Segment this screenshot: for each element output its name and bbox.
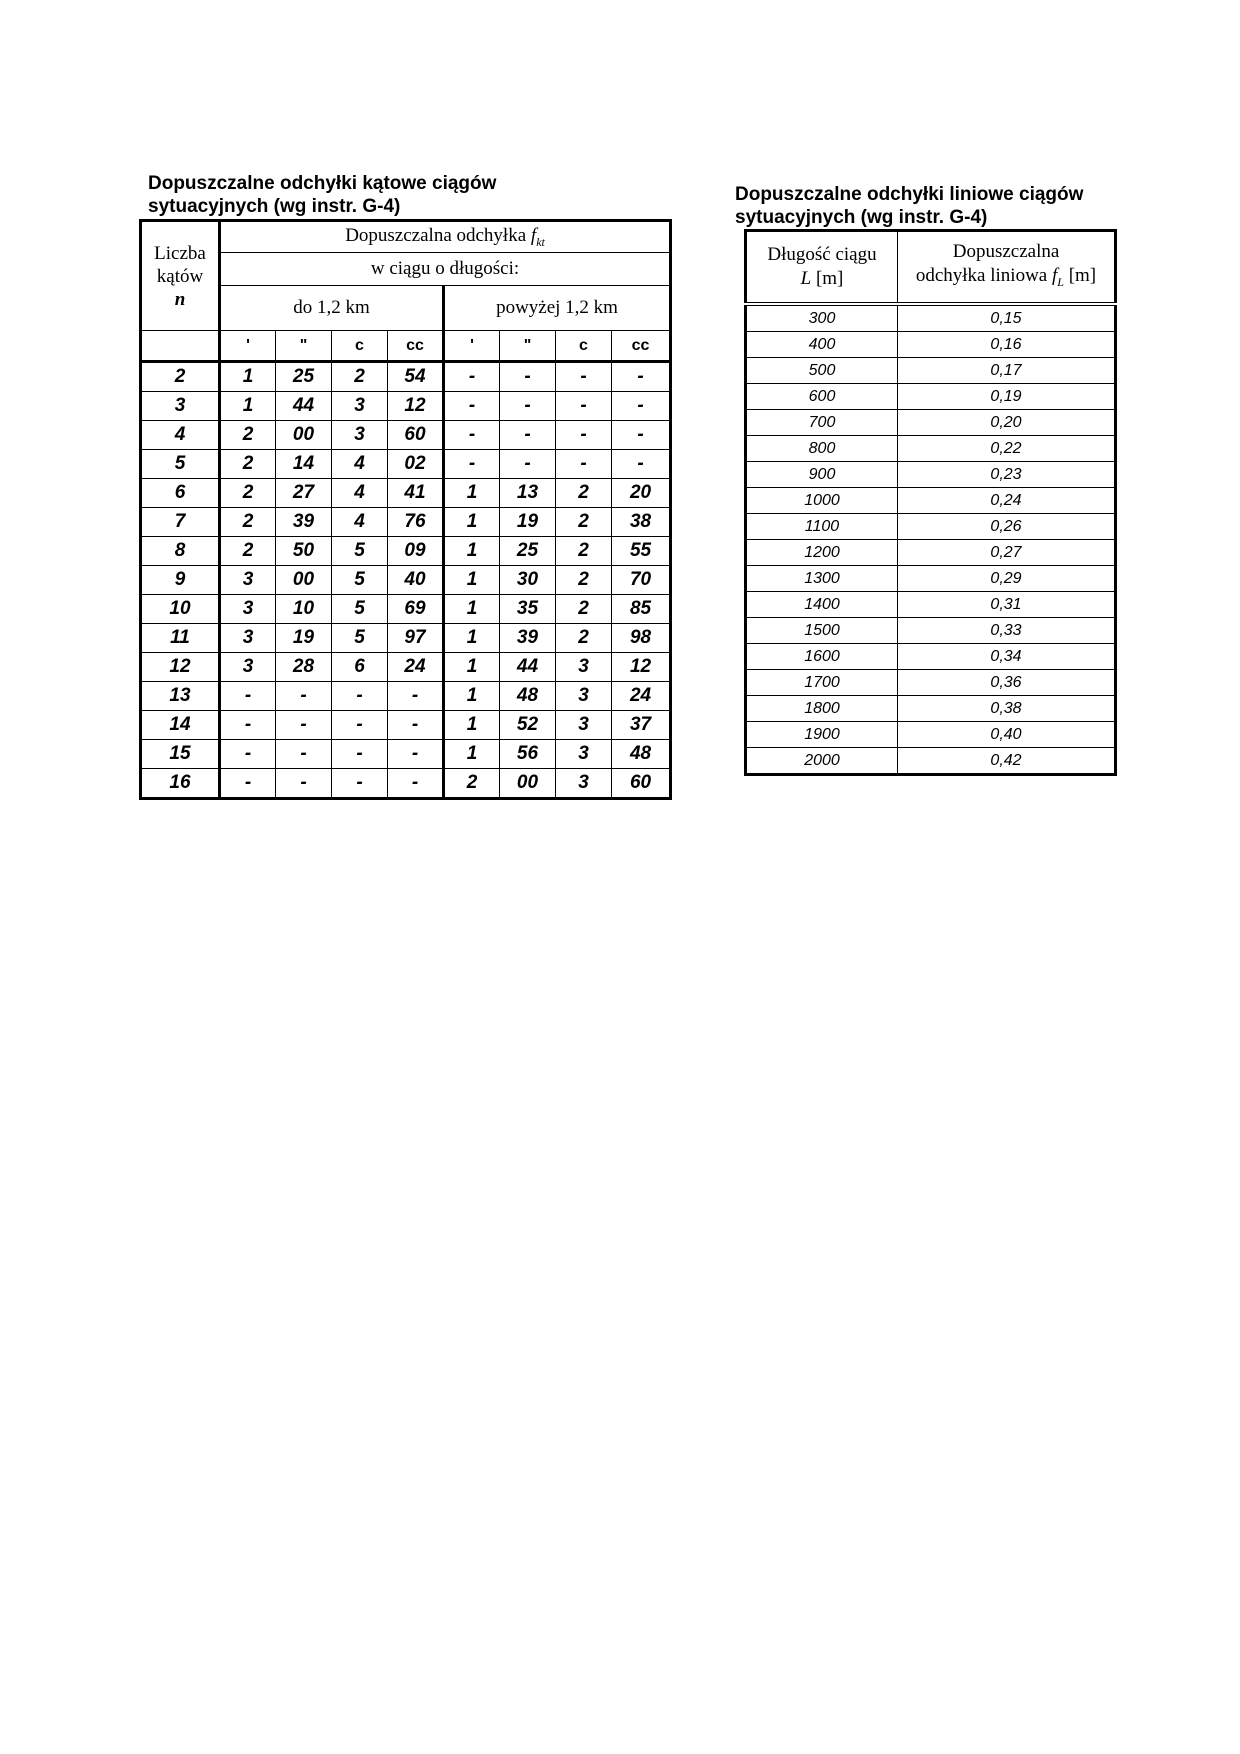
deviation-cell: 2 [220, 508, 276, 537]
deviation-cell: 56 [500, 740, 556, 769]
deviation-cell: 3 [556, 682, 612, 711]
table-row [746, 436, 1116, 462]
deviation-cell: 1 [220, 362, 276, 392]
angle-count-cell: 15 [141, 740, 220, 769]
length-cell: 1300 [746, 566, 898, 592]
table-row [141, 479, 671, 508]
deviation-cell: 30 [500, 566, 556, 595]
deviation-cell: 1 [444, 653, 500, 682]
linear-deviation-cell: 0,23 [898, 462, 1116, 488]
deviation-cell: - [388, 769, 444, 799]
deviation-cell: 39 [500, 624, 556, 653]
deviation-cell: 3 [220, 595, 276, 624]
deviation-cell: 28 [276, 653, 332, 682]
deviation-cell: 3 [556, 769, 612, 799]
linear-deviation-cell: 0,19 [898, 384, 1116, 410]
linear-deviation-cell: 0,15 [898, 304, 1116, 332]
table-row [141, 450, 671, 479]
deviation-cell: 25 [276, 362, 332, 392]
deviation-cell: 2 [220, 450, 276, 479]
deviation-cell: 5 [332, 624, 388, 653]
angular-table-title: Dopuszczalne odchyłki kątowe ciągów sytuacyjnych (wg instr. G-4) [148, 173, 497, 217]
deviation-cell: 2 [444, 769, 500, 799]
deviation-cell: - [612, 450, 671, 479]
angle-count-cell: 11 [141, 624, 220, 653]
linear-deviation-cell: 0,26 [898, 514, 1116, 540]
group-long-header: powyżej 1,2 km [444, 286, 671, 331]
linear-deviation-subscript: L [1057, 274, 1064, 289]
angle-count-cell: 14 [141, 711, 220, 740]
deviation-cell: 09 [388, 537, 444, 566]
angle-count-cell: 2 [141, 362, 220, 392]
table-row [746, 618, 1116, 644]
linear-deviation-unit: [m] [1068, 265, 1097, 287]
table-row [746, 514, 1116, 540]
deviation-cell: 5 [332, 537, 388, 566]
table-row [141, 740, 671, 769]
deviation-cell: - [444, 450, 500, 479]
angle-count-cell: 10 [141, 595, 220, 624]
deviation-cell: 1 [444, 566, 500, 595]
angle-count-cell: 3 [141, 392, 220, 421]
deviation-cell: - [612, 362, 671, 392]
deviation-cell: 6 [332, 653, 388, 682]
deviation-cell: - [556, 450, 612, 479]
deviation-cell: - [500, 392, 556, 421]
table-row [141, 653, 671, 682]
unit-header-5: " [500, 331, 556, 362]
deviation-cell: 38 [612, 508, 671, 537]
deviation-cell: 3 [556, 653, 612, 682]
deviation-cell: - [612, 421, 671, 450]
table-row [141, 566, 671, 595]
linear-deviation-cell: 0,27 [898, 540, 1116, 566]
deviation-cell: - [220, 711, 276, 740]
length-cell: 500 [746, 358, 898, 384]
deviation-cell: 44 [276, 392, 332, 421]
deviation-cell: 50 [276, 537, 332, 566]
deviation-cell: - [332, 682, 388, 711]
deviation-cell: 39 [276, 508, 332, 537]
deviation-cell: 2 [220, 479, 276, 508]
deviation-cell: 97 [388, 624, 444, 653]
angle-count-header [141, 221, 220, 331]
deviation-cell: 48 [612, 740, 671, 769]
deviation-cell: 54 [388, 362, 444, 392]
deviation-cell: 35 [500, 595, 556, 624]
angle-count-label-1: Liczba [154, 242, 206, 264]
linear-deviation-cell: 0,40 [898, 722, 1116, 748]
length-cell: 600 [746, 384, 898, 410]
deviation-cell: - [388, 711, 444, 740]
table-row [141, 769, 671, 799]
table-row [746, 384, 1116, 410]
deviation-cell: 60 [388, 421, 444, 450]
angular-deviation-table [139, 219, 672, 800]
linear-deviation-cell: 0,17 [898, 358, 1116, 384]
deviation-cell: 00 [276, 421, 332, 450]
deviation-cell: - [500, 450, 556, 479]
deviation-cell: 00 [276, 566, 332, 595]
deviation-cell: 25 [500, 537, 556, 566]
deviation-cell: 3 [220, 653, 276, 682]
linear-deviation-cell: 0,31 [898, 592, 1116, 618]
deviation-header [220, 221, 671, 253]
unit-header-0: ' [220, 331, 276, 362]
deviation-cell: 10 [276, 595, 332, 624]
deviation-cell: - [276, 740, 332, 769]
deviation-cell: 70 [612, 566, 671, 595]
unit-header-2: c [332, 331, 388, 362]
deviation-cell: 1 [444, 682, 500, 711]
deviation-cell: - [388, 740, 444, 769]
deviation-cell: - [220, 740, 276, 769]
table-row [746, 592, 1116, 618]
deviation-cell: 20 [612, 479, 671, 508]
length-cell: 1700 [746, 670, 898, 696]
length-cell: 1500 [746, 618, 898, 644]
deviation-cell: 5 [332, 566, 388, 595]
deviation-cell: - [556, 392, 612, 421]
table-row [746, 566, 1116, 592]
table-row [746, 670, 1116, 696]
deviation-cell: - [332, 711, 388, 740]
unit-header-1: " [276, 331, 332, 362]
deviation-cell: - [444, 362, 500, 392]
length-cell: 1200 [746, 540, 898, 566]
deviation-cell: 48 [500, 682, 556, 711]
length-cell: 2000 [746, 748, 898, 775]
linear-deviation-table [744, 229, 1117, 776]
linear-deviation-cell: 0,16 [898, 332, 1116, 358]
deviation-cell: 1 [444, 711, 500, 740]
deviation-cell: 4 [332, 450, 388, 479]
group-short-header: do 1,2 km [220, 286, 444, 331]
deviation-cell: 98 [612, 624, 671, 653]
deviation-cell: 5 [332, 595, 388, 624]
angle-count-cell: 16 [141, 769, 220, 799]
deviation-cell: 12 [612, 653, 671, 682]
deviation-cell: - [388, 682, 444, 711]
deviation-cell: 60 [612, 769, 671, 799]
unit-header-7: cc [612, 331, 671, 362]
length-header: w ciągu o długości: [220, 253, 671, 286]
deviation-cell: 00 [500, 769, 556, 799]
linear-deviation-cell: 0,38 [898, 696, 1116, 722]
deviation-cell: 14 [276, 450, 332, 479]
deviation-cell: 19 [500, 508, 556, 537]
table-row [141, 508, 671, 537]
deviation-cell: - [276, 711, 332, 740]
length-column-unit: [m] [815, 268, 844, 289]
unit-header-3: cc [388, 331, 444, 362]
deviation-cell: 1 [220, 392, 276, 421]
table-row [746, 696, 1116, 722]
deviation-cell: 44 [500, 653, 556, 682]
angle-count-cell: 12 [141, 653, 220, 682]
deviation-cell: 2 [556, 479, 612, 508]
linear-deviation-column-header [898, 231, 1116, 305]
deviation-cell: 02 [388, 450, 444, 479]
angle-count-cell: 13 [141, 682, 220, 711]
length-column-label: Długość ciągu [767, 244, 877, 265]
linear-table-title: Dopuszczalne odchyłki liniowe ciągów sytuacyjnych (wg instr. G-4) [735, 184, 1084, 228]
linear-deviation-cell: 0,29 [898, 566, 1116, 592]
linear-deviation-label-1: Dopuszczalna [952, 241, 1060, 263]
deviation-cell: - [220, 682, 276, 711]
angle-count-label-2: kątów [156, 265, 204, 287]
table-row [746, 332, 1116, 358]
deviation-cell: 4 [332, 508, 388, 537]
angle-count-cell: 8 [141, 537, 220, 566]
deviation-cell: 2 [332, 362, 388, 392]
deviation-cell: 69 [388, 595, 444, 624]
angle-count-cell: 9 [141, 566, 220, 595]
deviation-cell: 12 [388, 392, 444, 421]
deviation-cell: 40 [388, 566, 444, 595]
length-cell: 800 [746, 436, 898, 462]
table-row [746, 462, 1116, 488]
linear-deviation-cell: 0,33 [898, 618, 1116, 644]
table-row [746, 358, 1116, 384]
table-row [746, 488, 1116, 514]
deviation-cell: - [500, 421, 556, 450]
length-cell: 1900 [746, 722, 898, 748]
deviation-cell: 3 [556, 740, 612, 769]
linear-deviation-cell: 0,36 [898, 670, 1116, 696]
deviation-cell: 2 [220, 537, 276, 566]
deviation-cell: 27 [276, 479, 332, 508]
deviation-cell: 1 [444, 508, 500, 537]
deviation-cell: 3 [556, 711, 612, 740]
length-cell: 1800 [746, 696, 898, 722]
deviation-label: Dopuszczalna odchyłka [345, 224, 527, 246]
table-row [746, 722, 1116, 748]
deviation-cell: - [444, 392, 500, 421]
table-row [141, 682, 671, 711]
deviation-cell: 3 [220, 624, 276, 653]
deviation-cell: 1 [444, 740, 500, 769]
table-row [141, 362, 671, 392]
deviation-cell: - [276, 682, 332, 711]
table-row [746, 644, 1116, 670]
deviation-cell: 41 [388, 479, 444, 508]
deviation-symbol: f [530, 224, 537, 246]
deviation-cell: 24 [612, 682, 671, 711]
deviation-cell: 2 [556, 566, 612, 595]
deviation-cell: - [500, 362, 556, 392]
table-row [746, 410, 1116, 436]
linear-deviation-label-2: odchyłka liniowa [915, 265, 1048, 287]
length-cell: 1000 [746, 488, 898, 514]
linear-deviation-cell: 0,20 [898, 410, 1116, 436]
deviation-cell: - [612, 392, 671, 421]
deviation-cell: 1 [444, 479, 500, 508]
linear-deviation-cell: 0,34 [898, 644, 1116, 670]
linear-deviation-symbol: f [1051, 265, 1058, 287]
angle-count-cell: 6 [141, 479, 220, 508]
angle-count-cell: 7 [141, 508, 220, 537]
unit-header-empty [141, 331, 220, 362]
deviation-cell: 2 [556, 537, 612, 566]
deviation-cell: 3 [332, 392, 388, 421]
table-row [141, 392, 671, 421]
length-column-symbol: L [800, 268, 812, 289]
linear-deviation-cell: 0,22 [898, 436, 1116, 462]
deviation-subscript: kt [536, 234, 545, 249]
deviation-cell: 1 [444, 595, 500, 624]
deviation-cell: - [332, 769, 388, 799]
angle-count-symbol: n [174, 288, 186, 310]
linear-deviation-cell: 0,24 [898, 488, 1116, 514]
deviation-cell: - [556, 362, 612, 392]
length-cell: 1100 [746, 514, 898, 540]
unit-header-6: c [556, 331, 612, 362]
table-row [141, 537, 671, 566]
deviation-cell: 2 [556, 595, 612, 624]
length-cell: 1600 [746, 644, 898, 670]
deviation-cell: 37 [612, 711, 671, 740]
deviation-cell: 24 [388, 653, 444, 682]
deviation-cell: 13 [500, 479, 556, 508]
deviation-cell: 1 [444, 537, 500, 566]
deviation-cell: 76 [388, 508, 444, 537]
angle-count-cell: 5 [141, 450, 220, 479]
length-cell: 400 [746, 332, 898, 358]
table-row [746, 304, 1116, 332]
deviation-cell: 2 [220, 421, 276, 450]
unit-header-4: ' [444, 331, 500, 362]
deviation-cell: 4 [332, 479, 388, 508]
deviation-cell: 52 [500, 711, 556, 740]
angle-count-cell: 4 [141, 421, 220, 450]
length-cell: 900 [746, 462, 898, 488]
deviation-cell: 85 [612, 595, 671, 624]
table-row [141, 421, 671, 450]
deviation-cell: 2 [556, 508, 612, 537]
table-row [141, 624, 671, 653]
deviation-cell: 1 [444, 624, 500, 653]
deviation-cell: - [556, 421, 612, 450]
length-column-header [746, 231, 898, 305]
linear-deviation-cell: 0,42 [898, 748, 1116, 775]
deviation-cell: 55 [612, 537, 671, 566]
deviation-cell: - [276, 769, 332, 799]
table-row [141, 595, 671, 624]
deviation-cell: - [220, 769, 276, 799]
table-row [141, 711, 671, 740]
deviation-cell: 19 [276, 624, 332, 653]
deviation-cell: - [444, 421, 500, 450]
length-cell: 300 [746, 304, 898, 332]
deviation-cell: 3 [332, 421, 388, 450]
table-row [746, 540, 1116, 566]
deviation-cell: 2 [556, 624, 612, 653]
length-cell: 1400 [746, 592, 898, 618]
deviation-cell: 3 [220, 566, 276, 595]
deviation-cell: - [332, 740, 388, 769]
table-row [746, 748, 1116, 775]
length-cell: 700 [746, 410, 898, 436]
